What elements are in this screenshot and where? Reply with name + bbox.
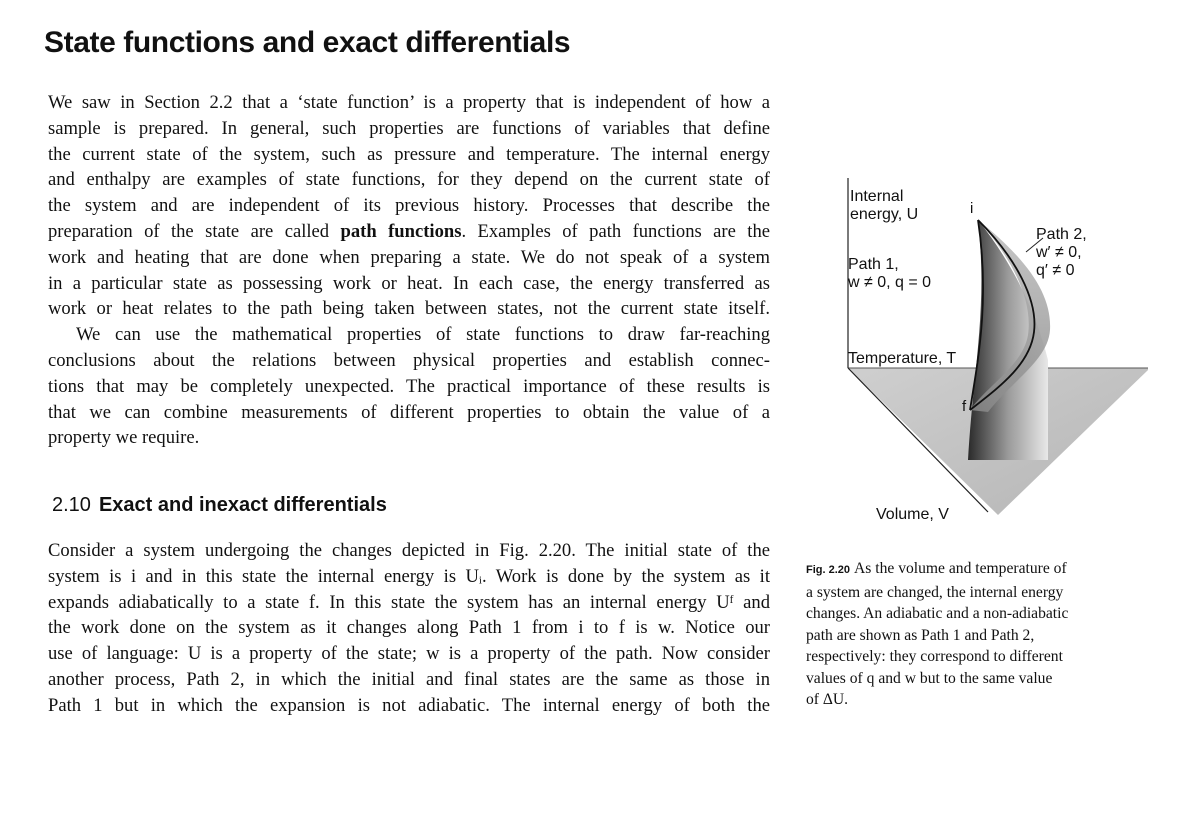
path-2-work: w′ ≠ 0,	[1036, 244, 1082, 261]
figure-2-20	[838, 160, 1188, 540]
text-line: the current state of the system, such as pressure and temperature. The internal energy	[48, 143, 770, 165]
path-2-heat: q′ ≠ 0	[1036, 262, 1075, 279]
temperature-axis-label: Temperature, T	[848, 350, 957, 367]
text-line: that we can combine measurements of different properties to obtain the value of a	[48, 401, 770, 423]
text-line: work or heat relates to the path being taken between states, not the current state itself.	[48, 298, 770, 320]
text-line: We can use the mathematical properties of state functions to draw far-reaching	[76, 324, 770, 346]
section-heading	[52, 494, 387, 517]
text-line: work and heating that are done when preparing a state. We do not speak of a system	[48, 246, 770, 268]
path-1-label	[848, 256, 931, 292]
intro-paragraphs	[48, 90, 770, 451]
final-state-mark: f	[962, 398, 967, 415]
text-line: the work done on the system as it changes along Path 1 from i to f is w. Notice our	[48, 617, 770, 639]
text-line: another process, Path 2, in which the initial and final states are the same as those in	[48, 668, 770, 690]
text-line: Path 1 but in which the expansion is not adiabatic. The internal energy of both the	[48, 694, 770, 716]
text-line: property we require.	[48, 427, 200, 449]
term-path-functions: path functions	[340, 220, 462, 242]
page-title: State functions and exact differentials	[44, 26, 571, 59]
text-line: sample is prepared. In general, such properties are functions of variables that define	[48, 117, 770, 139]
caption-line: changes. An adiabatic and a non-adiabatic	[806, 605, 1069, 622]
text-line	[48, 219, 770, 245]
section-title: Exact and inexact differentials	[98, 494, 387, 516]
text-line: system is i and in this state the internal energy is Uᵢ. Work is done by the system as it	[48, 565, 770, 587]
volume-axis-label: Volume, V	[876, 506, 949, 523]
path-2-label	[1036, 226, 1087, 280]
text-line: We saw in Section 2.2 that a ‘state function’ is a property that is independent of how a	[48, 92, 770, 113]
caption-line: values of q and w but to the same value	[806, 669, 1053, 687]
text-run: . Examples of path functions are the	[461, 220, 771, 242]
caption-line: of ΔU.	[806, 691, 849, 708]
figure-number: Fig. 2.20	[806, 564, 851, 576]
path-2-name: Path 2,	[1036, 226, 1087, 243]
caption-text: As the volume and temperature of	[854, 560, 1067, 577]
caption-line: a system are changed, the internal energy	[806, 583, 1064, 601]
text-line: and enthalpy are examples of state functions, for they depend on the current state of	[48, 169, 770, 191]
text-run: preparation of the state are called	[48, 220, 341, 242]
text-line: in a particular state as possessing work or heat. In each case, the energy transferred as	[48, 272, 770, 294]
figure-caption	[806, 558, 1146, 711]
section-number: 2.10	[52, 494, 91, 516]
caption-line	[806, 558, 1146, 582]
text-line: Consider a system undergoing the changes depicted in Fig. 2.20. The initial state of the	[48, 540, 770, 561]
text-line: the system and are independent of its previous history. Processes that describe the	[48, 195, 770, 217]
caption-line: respectively: they correspond to different	[806, 648, 1063, 665]
initial-state-mark: i	[970, 200, 974, 217]
text-line: tions that may be completely unexpected. The practical importance of these results is	[48, 375, 770, 397]
energy-axis-label-line: Internal	[850, 188, 904, 205]
path-1-name: Path 1,	[848, 256, 899, 273]
energy-axis-label	[850, 188, 918, 224]
energy-axis-label-line: energy, U	[850, 206, 919, 223]
text-line: conclusions about the relations between physical properties and establish connec-	[48, 349, 770, 371]
path-1-condition: w ≠ 0, q = 0	[848, 274, 932, 291]
text-line: use of language: U is a property of the state; w is a property of the path. Now consider	[48, 643, 770, 665]
text-line: expands adiabatically to a state f. In this state the system has an internal energy Uᶠ and	[48, 591, 770, 613]
section-paragraph	[48, 538, 770, 719]
caption-line: path are shown as Path 1 and Path 2,	[806, 626, 1035, 644]
